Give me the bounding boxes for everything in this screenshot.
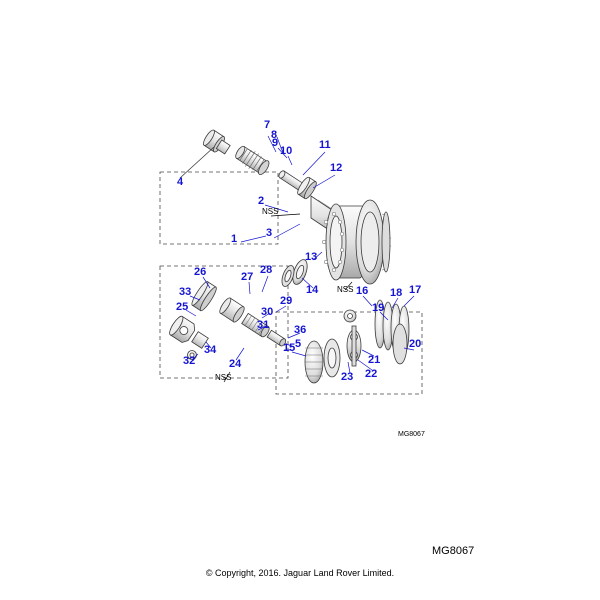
callout-28: 28 bbox=[260, 264, 273, 276]
callout-18: 18 bbox=[390, 287, 403, 299]
callout-30: 30 bbox=[261, 306, 274, 318]
callout-17: 17 bbox=[409, 284, 422, 296]
callout-27: 27 bbox=[241, 271, 254, 283]
callout-5: 5 bbox=[295, 338, 302, 350]
callout-12: 12 bbox=[330, 162, 343, 174]
callout-1: 1 bbox=[231, 233, 238, 245]
callout-9: 9 bbox=[272, 137, 279, 149]
callout-23: 23 bbox=[341, 371, 354, 383]
callout-11: 11 bbox=[319, 139, 331, 151]
callout-14: 14 bbox=[306, 284, 319, 296]
callout-2: 2 bbox=[258, 195, 265, 207]
callout-36: 36 bbox=[294, 324, 307, 336]
callout-21: 21 bbox=[368, 354, 381, 366]
diagram-code-small: MG8067 bbox=[398, 431, 425, 438]
copyright-notice: © Copyright, 2016. Jaguar Land Rover Limited. bbox=[205, 568, 395, 578]
callout-31: 31 bbox=[257, 319, 270, 331]
callout-20: 20 bbox=[409, 338, 422, 350]
callout-13: 13 bbox=[305, 251, 318, 263]
callout-16: 16 bbox=[356, 285, 369, 297]
callout-33: 33 bbox=[179, 286, 192, 298]
diagram-code-large: MG8067 bbox=[432, 545, 475, 557]
callout-22: 22 bbox=[365, 368, 378, 380]
nss-label-bottom: NSS bbox=[215, 373, 232, 382]
nss-label-middle: NSS bbox=[337, 285, 354, 294]
nss-label-top: NSS bbox=[262, 207, 279, 216]
callout-10: 10 bbox=[280, 145, 293, 157]
callout-4: 4 bbox=[177, 176, 184, 188]
callout-15: 15 bbox=[283, 342, 296, 354]
callout-3: 3 bbox=[266, 227, 273, 239]
callout-26: 26 bbox=[194, 266, 207, 278]
callout-32: 32 bbox=[183, 355, 196, 367]
callout-25: 25 bbox=[176, 301, 189, 313]
callout-7: 7 bbox=[264, 119, 271, 131]
callout-8: 8 bbox=[271, 129, 278, 141]
callout-19: 19 bbox=[372, 302, 385, 314]
callout-24: 24 bbox=[229, 358, 242, 370]
callout-29: 29 bbox=[280, 295, 293, 307]
callout-34: 34 bbox=[204, 344, 217, 356]
